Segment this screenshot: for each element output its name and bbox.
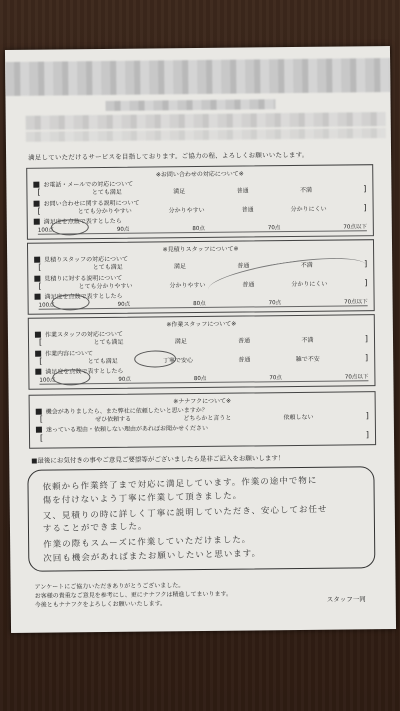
question-label: 見積りスタッフの対応について: [44, 255, 129, 264]
survey-sheet: [5, 46, 396, 633]
question-label: 満足度を点数で表すとしたら: [43, 217, 122, 226]
handwritten-line: 次回も機会があればまたお願いしたいと思います。: [43, 548, 262, 565]
question-label: お電話・メールでの対応について: [43, 180, 134, 189]
score-option[interactable]: 70点以下: [344, 299, 368, 306]
score-option[interactable]: 70点: [267, 225, 281, 232]
option-row: [ とても満足 満足 普通 不満 ]: [38, 259, 368, 272]
checkbox-icon: [35, 368, 41, 374]
checkbox-icon: [35, 331, 41, 337]
score-option[interactable]: 100点: [38, 302, 55, 309]
checkbox-icon: [34, 200, 40, 206]
option[interactable]: 満足: [173, 263, 187, 271]
section-company: [29, 391, 377, 449]
option[interactable]: どちらかと言うと: [183, 414, 232, 423]
checkbox-icon: [36, 408, 42, 414]
option[interactable]: 普通: [238, 356, 251, 364]
score-option[interactable]: 70点以下: [343, 224, 367, 231]
question-label: 満足度を点数で表すとしたら: [45, 367, 124, 376]
option[interactable]: とても満足: [87, 357, 118, 366]
section-title: ※お問い合わせの対応について※: [155, 170, 244, 179]
redacted-address-line-2: [26, 128, 386, 142]
option[interactable]: とても分かりやすい: [78, 282, 133, 291]
option[interactable]: 分かりやすい: [168, 206, 205, 215]
score-option[interactable]: 100点: [37, 227, 54, 234]
checkbox-icon: [34, 275, 40, 281]
handwritten-line: することができました。: [42, 521, 148, 535]
option-row: [ とても満足 満足 普通 不満 ]: [38, 334, 369, 347]
option[interactable]: 普通: [238, 337, 251, 345]
question-label: お問い合わせに関する説明について: [43, 199, 140, 208]
handwritten-line: 作業の際もスムーズに作業していただけました。: [43, 535, 252, 551]
intro-text: 満足していただけるサービスを目指しております。ご協力の程、よろしくお願いいたします。: [28, 150, 309, 162]
option[interactable]: 満足: [174, 338, 187, 346]
question-label: 満足度を点数で表すとしたら: [44, 292, 123, 301]
checkbox-icon: [33, 181, 39, 187]
checkbox-icon: [34, 218, 40, 224]
footer-line: 今後ともナナフクをよろしくお願いいたします。: [34, 600, 167, 609]
score-option[interactable]: 80点: [192, 225, 205, 233]
section-title: ※作業スタッフについて※: [166, 320, 237, 329]
option[interactable]: 普通: [242, 281, 255, 289]
option[interactable]: 満足: [173, 188, 186, 196]
comment-box[interactable]: [27, 466, 375, 572]
option[interactable]: とても満足: [93, 338, 124, 347]
option[interactable]: 雑で不安: [295, 355, 320, 364]
score-option[interactable]: 90点: [116, 226, 130, 233]
option[interactable]: 普通: [236, 187, 249, 195]
option[interactable]: 不満: [299, 186, 312, 194]
score-option[interactable]: 80点: [193, 375, 207, 383]
handwritten-line: 依頼から作業終了まで対応に満足しています。作業の途中で物に: [42, 475, 318, 493]
redacted-title-line: [105, 99, 275, 111]
option-row: [ ぜひ依頼する どちらかと言うと 依頼しない ]: [39, 411, 369, 424]
score-option[interactable]: 100点: [39, 377, 56, 384]
staff-signature: スタッフ一同: [326, 595, 366, 604]
checkbox-icon: [35, 293, 41, 299]
redacted-address-line: [26, 112, 386, 130]
option-row: [ とても満足 丁寧で安心 普通 雑で不安 ]: [39, 353, 369, 366]
handwritten-line: 傷を付けないよう丁寧に作業して頂きました。: [42, 491, 243, 507]
option[interactable]: とても満足: [91, 188, 122, 197]
score-option[interactable]: 80点: [193, 300, 206, 308]
score-option[interactable]: 70点以下: [344, 374, 369, 381]
option-row: [ とても分かりやすい 分かりやすい 普通 分かりにくい ]: [37, 203, 367, 216]
question-label: 作業内容について: [45, 350, 94, 358]
option[interactable]: ぜひ依頼する: [95, 415, 132, 424]
option[interactable]: 分かりにくい: [291, 280, 328, 289]
option[interactable]: とても満足: [92, 263, 123, 272]
redacted-header-block: [5, 58, 390, 96]
checkbox-icon: [36, 426, 42, 432]
option[interactable]: 普通: [241, 206, 254, 214]
option[interactable]: 分かりにくい: [290, 205, 327, 214]
score-option[interactable]: 90点: [117, 301, 131, 308]
free-answer-row[interactable]: [ ]: [39, 430, 370, 443]
question-label: 迷っている理由・依頼しない理由があればお聞かせください: [45, 424, 208, 434]
option[interactable]: とても分かりやすい: [77, 207, 132, 216]
option[interactable]: 不満: [301, 336, 314, 344]
option[interactable]: 依頼しない: [283, 413, 314, 422]
footer-thanks: アンケートにご協力いただきありがとうございました。: [34, 582, 185, 591]
question-label: 機会がありましたら、また弊社に依頼したいと思いますか？: [45, 406, 208, 416]
footer-line: お客様の貴重なご意見を参考にし、更にナナフクは精進してまいります。: [34, 590, 233, 600]
option[interactable]: 分かりやすい: [169, 281, 206, 290]
question-label: 作業スタッフの対応について: [44, 330, 123, 339]
handwritten-line: 又、見積りの時に詳しく丁寧に説明していただき、安心してお任せ: [42, 504, 328, 522]
question-label: 見積りに対する説明について: [44, 274, 123, 283]
option[interactable]: 丁寧で安心: [162, 357, 194, 365]
option[interactable]: 普通: [237, 262, 250, 270]
checkbox-icon: [35, 350, 41, 356]
checkbox-icon: [34, 256, 40, 262]
score-option[interactable]: 90点: [118, 376, 131, 383]
option[interactable]: 不満: [300, 261, 313, 269]
section-title: ※ナナフクについて※: [173, 397, 232, 406]
option-row: [ とても満足 満足 普通 不満 ]: [37, 184, 367, 197]
comment-prompt: ■最後にお気付きの事やご意見ご要望等がございましたら是非ご記入をお願いします！: [31, 454, 285, 465]
option-row: [ とても分かりやすい 分かりやすい 普通 分かりにくい ]: [38, 278, 368, 291]
score-option[interactable]: 70点: [269, 375, 282, 382]
score-option[interactable]: 70点: [268, 300, 282, 307]
section-title: ※見積りスタッフについて※: [162, 245, 239, 254]
